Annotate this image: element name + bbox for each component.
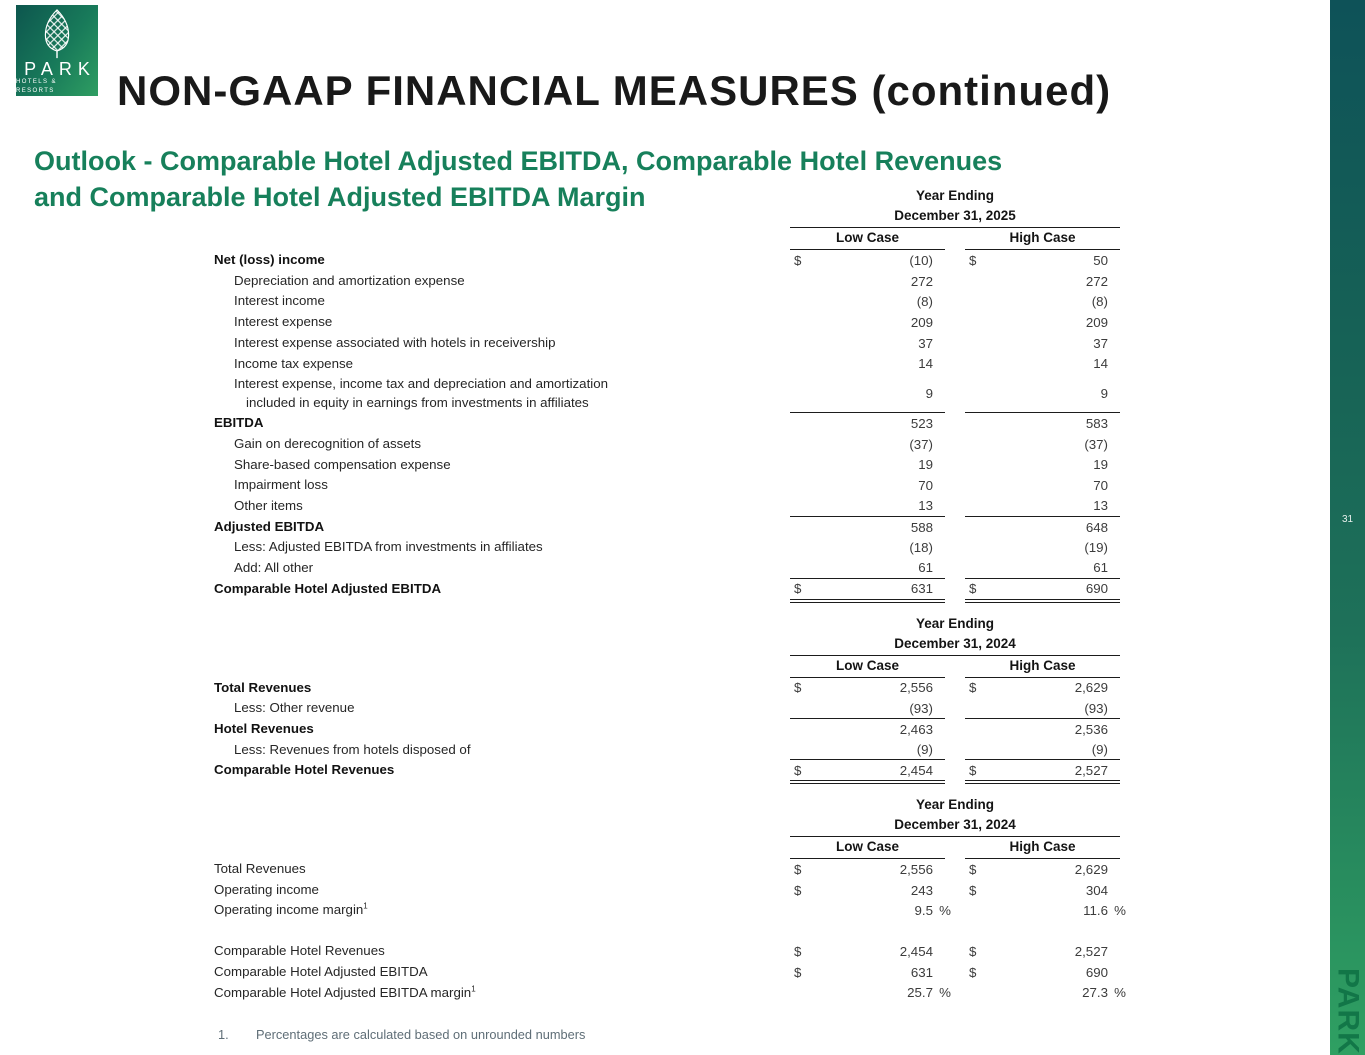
table-row (214, 455, 1120, 476)
value-cell-low (790, 740, 945, 761)
table-row (214, 983, 1126, 1004)
value-cell-high (965, 941, 1120, 962)
value-number: (8) (1091, 294, 1108, 310)
table-period-header (790, 795, 1120, 859)
footnote (218, 1027, 1120, 1042)
value-cell-high (965, 962, 1120, 983)
row-label: Income tax expense (234, 355, 354, 371)
table-row (214, 579, 1120, 600)
table-row (214, 941, 1120, 962)
tree-logo-icon (24, 9, 90, 59)
value-number: (37) (1084, 436, 1108, 452)
logo-brand-text: PARK (24, 59, 96, 79)
table-row (214, 374, 1120, 413)
value-cell-low (790, 475, 945, 496)
value-number: 2,556 (899, 861, 933, 877)
percent-sign: % (939, 985, 951, 1001)
value-cell-low (790, 312, 945, 333)
row-label: Comparable Hotel Adjusted EBITDA (214, 580, 442, 596)
table-row (214, 475, 1120, 496)
value-cell-low (790, 859, 945, 880)
footnote-ref: 1 (363, 902, 368, 912)
row-label: Add: All other (234, 560, 314, 576)
subtitle-line-1: Outlook - Comparable Hotel Adjusted EBITDA, Comparable Hotel Revenues (34, 146, 1003, 176)
table-row (214, 434, 1120, 455)
column-header: High Case (965, 228, 1120, 250)
row-label: Operating income margin$^1$ (214, 902, 368, 918)
value-number: 690 (1085, 964, 1108, 980)
value-cell-high (965, 558, 1120, 579)
value-number: 9 (925, 385, 933, 401)
value-number: 272 (910, 273, 933, 289)
value-cell-high (965, 312, 1120, 333)
value-number: 2,454 (899, 944, 933, 960)
value-number: (19) (1084, 540, 1108, 556)
row-label-line-2: included in equity in earnings from investments in affiliates (246, 394, 589, 410)
footnote-ref: 1 (471, 984, 476, 994)
value-number: 19 (1093, 457, 1108, 473)
subtitle-line-2: and Comparable Hotel Adjusted EBITDA Margin (34, 182, 646, 212)
column-header-row (790, 228, 1120, 250)
value-number: 690 (1085, 581, 1108, 597)
value-number: 61 (1093, 560, 1108, 576)
value-cell-high (965, 719, 1120, 740)
value-cell-low (790, 517, 945, 538)
row-label: Adjusted EBITDA (214, 518, 325, 534)
value-number: 2,629 (1074, 680, 1108, 696)
value-cell-low (790, 698, 945, 719)
value-number: 272 (1085, 273, 1108, 289)
logo-tagline: HOTELS & RESORTS (16, 79, 57, 94)
table-row (214, 962, 1120, 983)
value-cell-low (790, 271, 945, 292)
dollar-sign: $ (794, 581, 802, 597)
value-number: 9.5 (914, 903, 933, 919)
value-cell-high (965, 413, 1120, 434)
table-row (214, 900, 1126, 921)
value-cell-high (965, 678, 1120, 699)
value-number: (8) (916, 294, 933, 310)
value-number: 523 (910, 416, 933, 432)
value-number: 631 (910, 581, 933, 597)
value-cell-low (790, 962, 945, 983)
table-row (214, 354, 1120, 375)
row-label: Interest income (234, 293, 325, 309)
dollar-sign: $ (969, 861, 977, 877)
value-cell-low (790, 537, 945, 558)
table-row (214, 517, 1120, 538)
value-number: 631 (910, 964, 933, 980)
dollar-sign: $ (794, 964, 802, 980)
row-label: Less: Other revenue (234, 700, 355, 716)
value-number: (10) (909, 252, 933, 268)
percent-sign: % (939, 903, 951, 919)
value-cell-high (965, 537, 1120, 558)
dollar-sign: $ (794, 861, 802, 877)
value-cell-high (965, 740, 1120, 761)
value-number: 13 (1093, 498, 1108, 514)
value-cell-low (790, 455, 945, 476)
tables-container (214, 186, 1126, 1003)
row-label: Interest expense, income tax and depreciation and amortization included in equity in earnings from investments in affiliates (214, 374, 790, 413)
value-cell-low (790, 983, 951, 1004)
row-label: Interest expense (234, 314, 333, 330)
value-cell-high (965, 983, 1126, 1004)
row-label: Depreciation and amortization expense (234, 272, 465, 288)
value-number: 11.6 (1083, 903, 1108, 919)
value-cell-high (965, 859, 1120, 880)
sidebar-accent-bar (1330, 0, 1365, 1055)
value-number: 25.7 (907, 985, 933, 1001)
row-label: Total Revenues (214, 679, 312, 695)
column-header: Low Case (790, 837, 945, 859)
footnote-text: Percentages are calculated based on unrounded numbers (256, 1027, 586, 1043)
content-area (214, 186, 1126, 1043)
value-number: 243 (910, 882, 933, 898)
period-line-2: December 31, 2024 (790, 815, 1120, 837)
footnote-marker: 1. (218, 1027, 229, 1043)
value-cell-low (790, 374, 945, 413)
value-cell-high (965, 760, 1120, 781)
value-number: (93) (1084, 700, 1108, 716)
dollar-sign: $ (969, 964, 977, 980)
dollar-sign: $ (969, 252, 977, 268)
value-cell-high (965, 271, 1120, 292)
value-number: 50 (1093, 252, 1108, 268)
value-cell-high (965, 475, 1120, 496)
table-row (214, 496, 1120, 517)
column-header: Low Case (790, 656, 945, 678)
value-cell-high (965, 374, 1120, 413)
value-number: 2,536 (1074, 721, 1108, 737)
value-cell-low (790, 558, 945, 579)
value-cell-high (965, 496, 1120, 517)
value-number: 2,454 (899, 762, 933, 778)
row-label: Interest expense associated with hotels in receivership (234, 334, 556, 350)
park-logo (16, 5, 98, 96)
table-row (214, 333, 1120, 354)
column-header: High Case (965, 656, 1120, 678)
dollar-sign: $ (969, 581, 977, 597)
value-cell-low (790, 250, 945, 271)
column-header: Low Case (790, 228, 945, 250)
value-cell-high (965, 354, 1120, 375)
dollar-sign: $ (969, 882, 977, 898)
row-label: Net (loss) income (214, 252, 325, 267)
table-row (214, 413, 1120, 434)
table-row (214, 698, 1120, 719)
column-header-row (790, 837, 1120, 859)
value-cell-low (790, 719, 945, 740)
row-label: Comparable Hotel Revenues (214, 943, 385, 959)
row-label: Gain on derecognition of assets (234, 435, 422, 451)
row-label: Less: Revenues from hotels disposed of (234, 741, 471, 757)
value-cell-high (965, 880, 1120, 901)
row-label: Total Revenues (214, 861, 306, 877)
table-row (214, 558, 1120, 579)
value-number: 2,463 (899, 721, 933, 737)
value-number: 2,629 (1074, 861, 1108, 877)
table-row (214, 740, 1120, 761)
table-row (214, 719, 1120, 740)
value-cell-high (965, 698, 1120, 719)
table-period-header (790, 186, 1120, 250)
value-cell-low (790, 760, 945, 781)
value-number: 209 (1085, 314, 1108, 330)
table-row (214, 859, 1120, 880)
value-number: 2,527 (1074, 762, 1108, 778)
table-row (214, 312, 1120, 333)
period-line-1: Year Ending (915, 615, 995, 631)
period-line-2: December 31, 2024 (790, 634, 1120, 656)
value-cell-low (790, 496, 945, 517)
row-label: Hotel Revenues (214, 720, 314, 736)
value-number: 19 (918, 457, 933, 473)
value-number: (18) (909, 540, 933, 556)
value-number: 70 (918, 478, 933, 494)
dollar-sign: $ (794, 882, 802, 898)
value-cell-low (790, 941, 945, 962)
dollar-sign: $ (794, 252, 802, 268)
value-number: 13 (918, 498, 933, 514)
row-label: Comparable Hotel Adjusted EBITDA margin$^1$ (214, 984, 476, 1000)
value-number: 14 (1093, 356, 1108, 372)
value-cell-low (790, 434, 945, 455)
value-cell-low (790, 900, 951, 921)
value-cell-high (965, 900, 1126, 921)
value-number: 304 (1085, 882, 1108, 898)
value-number: (37) (909, 436, 933, 452)
value-number: (9) (1091, 742, 1108, 757)
table-row (214, 271, 1120, 292)
dollar-sign: $ (794, 762, 802, 778)
value-number: 2,556 (899, 680, 933, 696)
table-row (214, 250, 1120, 271)
value-cell-low (790, 333, 945, 354)
value-cell-low (790, 880, 945, 901)
row-label: Other items (234, 498, 303, 514)
period-line-1: Year Ending (915, 797, 995, 813)
value-number: 37 (1093, 335, 1108, 351)
value-cell-high (965, 333, 1120, 354)
column-header: High Case (965, 837, 1120, 859)
row-label: Share-based compensation expense (234, 456, 451, 472)
row-label: Comparable Hotel Revenues (214, 762, 395, 778)
percent-sign: % (1114, 903, 1126, 919)
value-number: 588 (910, 519, 933, 535)
value-number: 9 (1100, 385, 1108, 401)
row-label: Comparable Hotel Adjusted EBITDA (214, 963, 428, 979)
value-cell-high (965, 517, 1120, 538)
dollar-sign: $ (794, 680, 802, 696)
row-label: EBITDA (214, 415, 264, 431)
value-cell-low (790, 354, 945, 375)
table-row (214, 291, 1120, 312)
row-label: Less: Adjusted EBITDA from investments in affiliates (234, 539, 543, 555)
page-title: NON-GAAP FINANCIAL MEASURES (continued) (117, 67, 1112, 114)
percent-sign: % (1114, 985, 1126, 1001)
value-cell-low (790, 678, 945, 699)
value-cell-low (790, 413, 945, 434)
value-cell-high (965, 455, 1120, 476)
value-number: 61 (918, 560, 933, 576)
column-header-row (790, 656, 1120, 678)
value-number: 27.3 (1082, 985, 1108, 1001)
row-label: Impairment loss (234, 477, 328, 493)
value-number: (93) (909, 700, 933, 716)
period-line-2: December 31, 2025 (790, 206, 1120, 228)
value-cell-high (965, 250, 1120, 271)
page-number: 31 (1341, 514, 1354, 525)
financial-table (214, 186, 1120, 600)
table-row (214, 537, 1120, 558)
value-number: 70 (1093, 478, 1108, 494)
dollar-sign: $ (794, 944, 802, 960)
dollar-sign: $ (969, 762, 977, 778)
value-number: (9) (916, 742, 933, 757)
period-line-1: Year Ending (915, 188, 995, 203)
value-cell-low (790, 291, 945, 312)
value-cell-high (965, 579, 1120, 600)
table-period-header (790, 614, 1120, 678)
table-row (214, 678, 1120, 699)
table-row (214, 880, 1120, 901)
financial-table (214, 614, 1120, 782)
row-label: Operating income (214, 881, 319, 897)
value-number: 2,527 (1074, 944, 1108, 960)
value-number: 209 (910, 314, 933, 330)
dollar-sign: $ (969, 944, 977, 960)
vertical-brand-text: PARK (1331, 968, 1365, 1055)
table-row (214, 760, 1120, 781)
spacer-row (214, 921, 1120, 941)
value-number: 648 (1085, 519, 1108, 535)
value-number: 14 (918, 356, 933, 372)
dollar-sign: $ (969, 680, 977, 696)
value-cell-low (790, 579, 945, 600)
value-number: 37 (918, 335, 933, 351)
value-number: 583 (1085, 416, 1108, 432)
value-cell-high (965, 434, 1120, 455)
financial-table (214, 795, 1126, 1003)
value-cell-high (965, 291, 1120, 312)
